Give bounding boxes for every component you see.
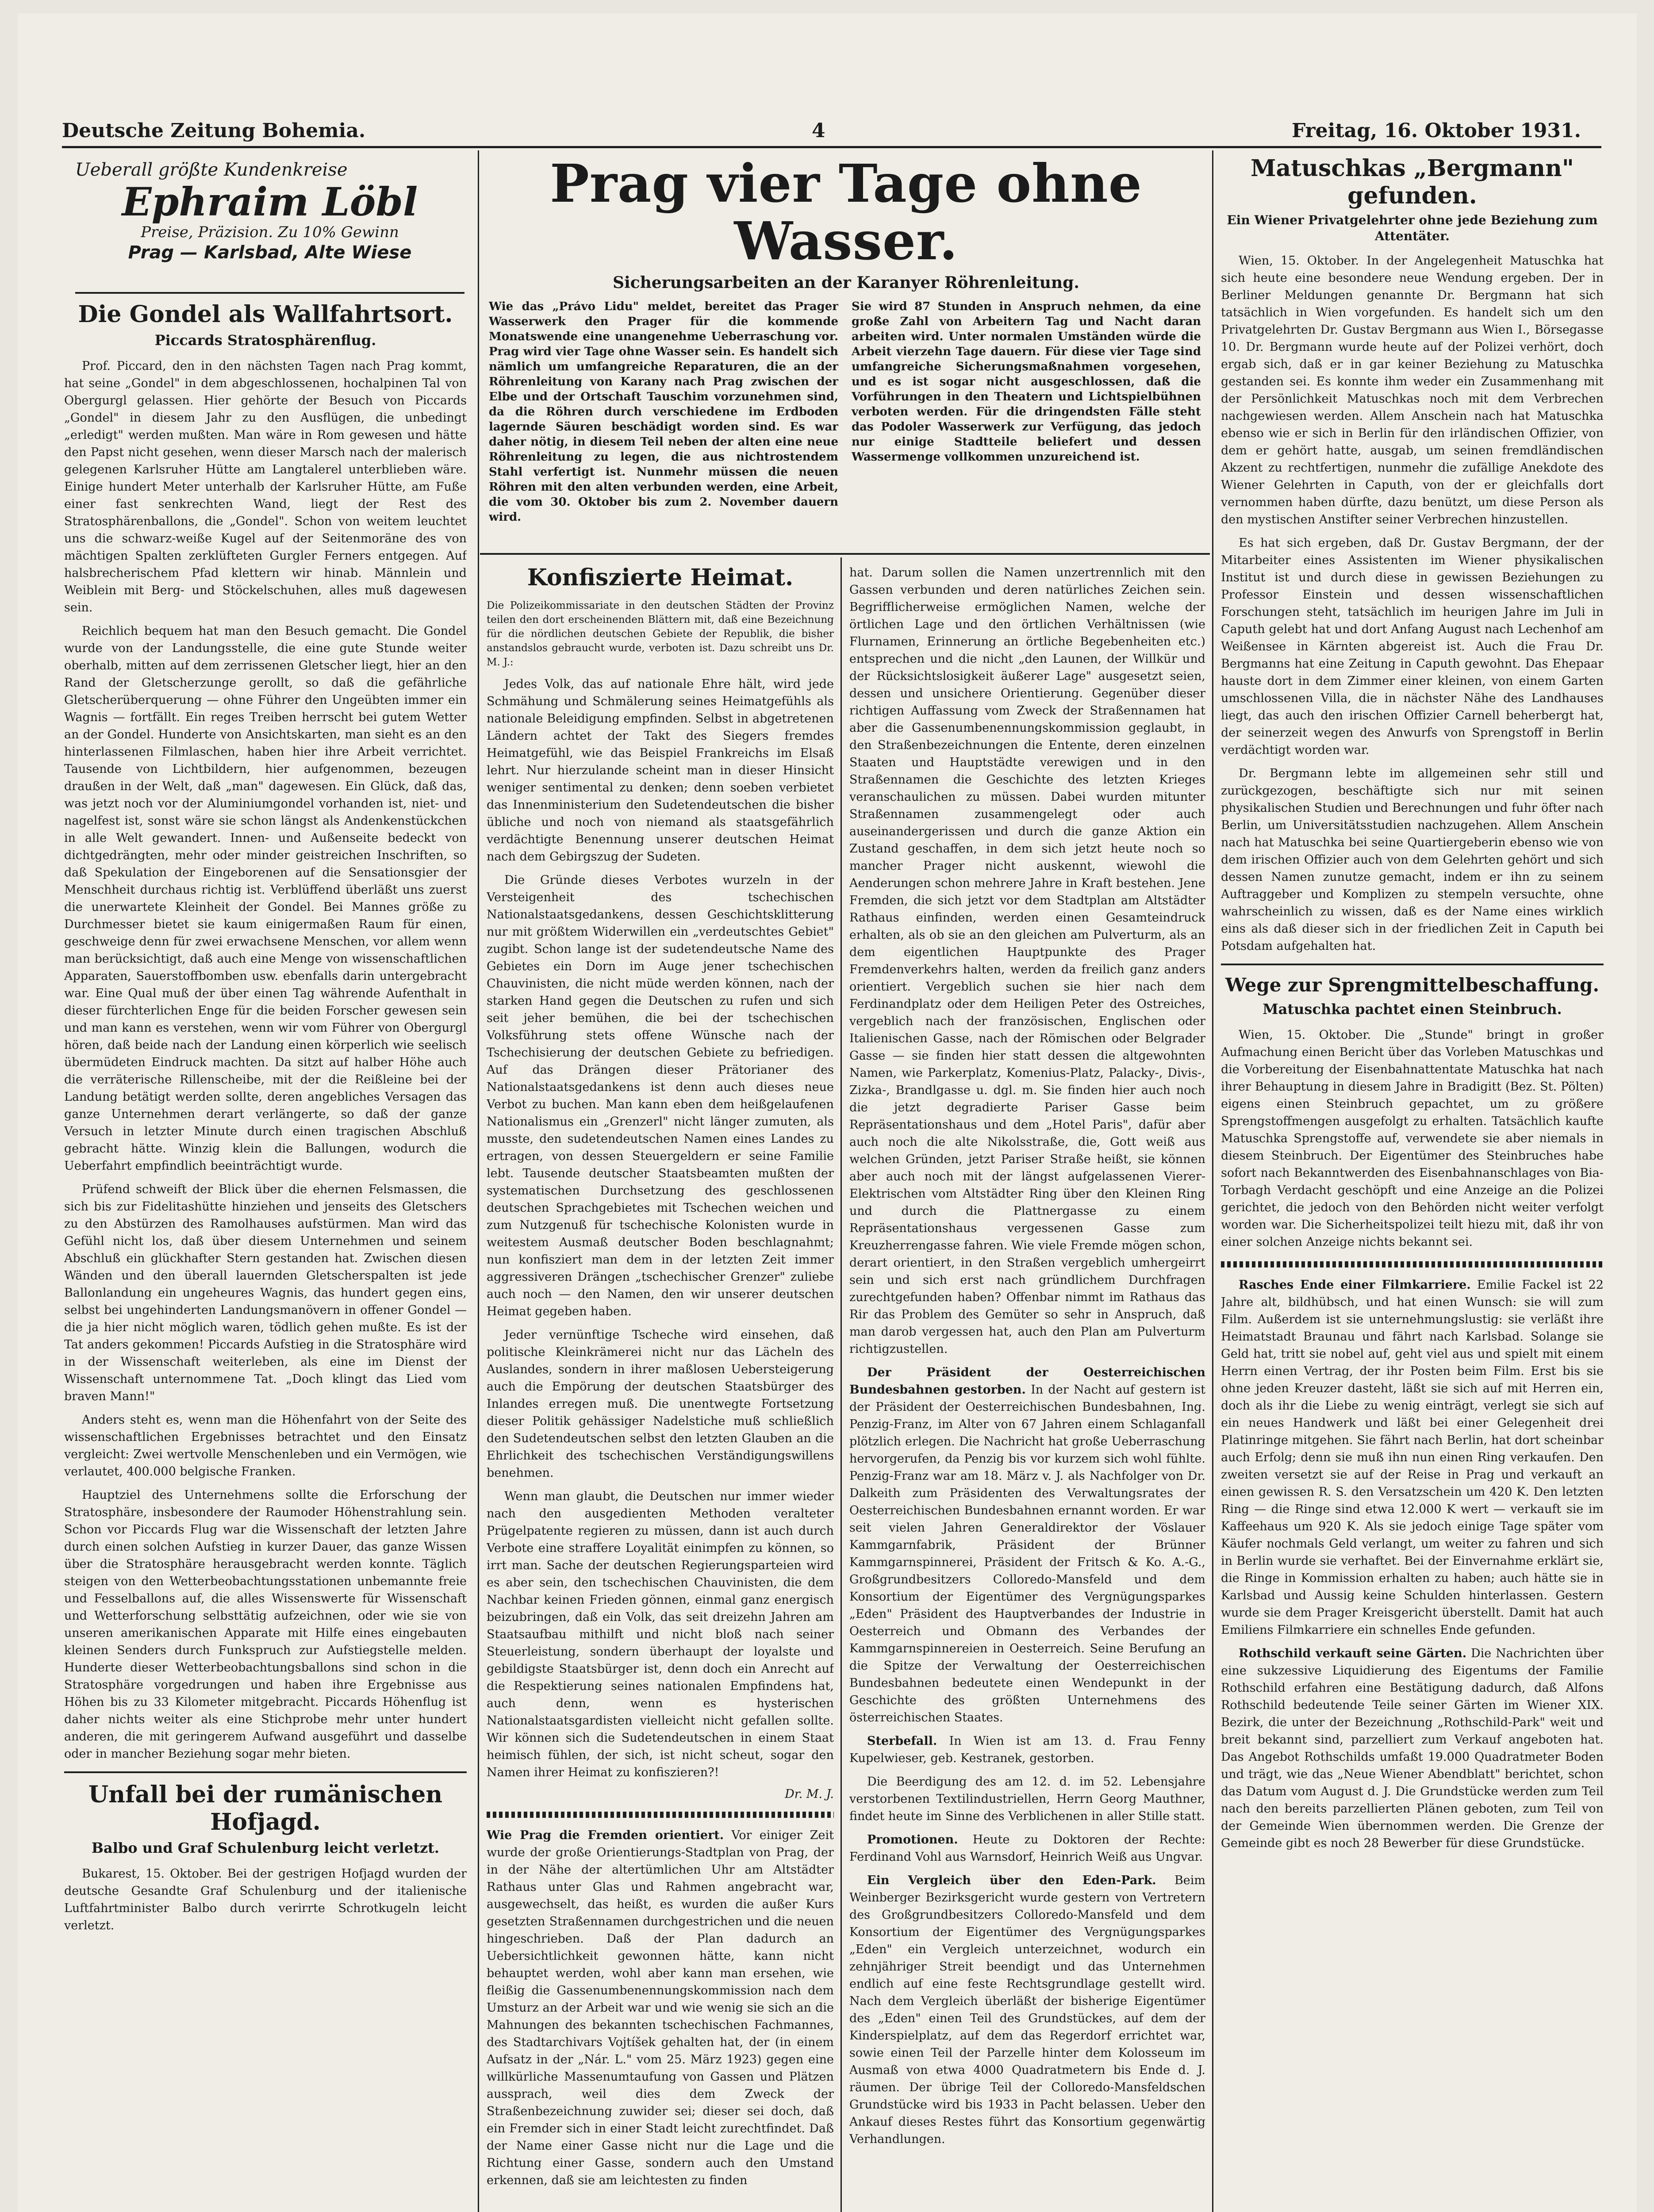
lead-headline: Prag vier Tage ohne Wasser. xyxy=(550,155,1142,272)
article-title-gondel: Die Gondel als Wallfahrtsort. xyxy=(78,301,453,328)
paragraph xyxy=(849,1732,1205,1767)
header-paper-name: Deutsche Zeitung Bohemia. xyxy=(62,119,366,142)
divider xyxy=(64,1771,467,1773)
article-subtitle-bergmann: Ein Wiener Privatgelehrter ohne jede Beziehung zum Attentäter. xyxy=(1227,213,1598,243)
item-text: In Wien ist am 13. d. Frau Fenny Kupelwieser, geb. Kestranek, gestorben. xyxy=(849,1734,1205,1765)
paragraph: Wenn man glaubt, die Deutschen nur immer wieder nach den ausgedienten Methoden veralteter Prügelpatente regieren zu müssen, dann ist auch durch Verbote eine straffere Loyalität einimpfen zu können, so irrt man. Sache der deutschen Regierungsparteien wird es aber sein, den tschechischen Chauvinisten, die dem Nachbar keinen Frieden gönnen, einmal ganz energisch beizubringen, daß ein Volk, das seit dreizehn Jahren am Staatsaufbau mithilft und nicht bloß nach seiner Steuerleistung, sondern überhaupt der loyalste und gebildigste Staatsbürger ist, denn doch ein Anrecht auf die Respektierung seines nationalen Empfindens hat, auch denn, wenn es hysterischen Nationalstaatsgardisten vielleicht nicht gefallen sollte. Wir können sich die Sudetendeutschen in einem Staat heimisch fühlen, der sich, ist nicht scheut, sogar den Namen ihrer Heimat zu konfiszieren?! xyxy=(487,1490,834,1779)
advertisement xyxy=(75,159,464,294)
paragraph: Jedes Volk, das auf nationale Ehre hält, wird jede Schmähung und Schmälerung seines Heimatgefühls als nationale Beleidigung empfinden. Selbst in abgetretenen Ländern achtet der Takt des Siegers fremdes Heimatgefühl, wie das Beispiel Frankreichs im Elsaß lehrt. Nur hierzulande scheint man in dieser Hinsicht weniger sentimental zu denken; denn soeben verbietet das Innenministerium den Sudetendeutschen die bisher übliche und noch von niemand als staatsgefährlich verdächtigte Benennung unserer deutschen Heimat nach dem Gebirgszug der Sudeten. xyxy=(487,677,834,864)
newspaper-page xyxy=(18,13,1637,2212)
article-title-sprengmittel: Wege zur Sprengmittelbeschaffung. xyxy=(1225,974,1600,996)
paragraph: Jeder vernünftige Tscheche wird einsehen, daß politische Kleinkrämerei nicht nur das Lächeln des Auslandes, sondern in ihrer maßlosen Uebersteigerung auch die Empörung der deutschen Staatsbürger des Inlandes erregen muß. Die unentwegte Fortsetzung dieser Politik gehässiger Nadelstiche muß schließlich den Sudetendeutschen selbst den letzten Glauben an die Ehrlichkeit des tschechischen Verständigungswillens benehmen. xyxy=(487,1328,834,1480)
column-rule-3 xyxy=(1212,150,1213,2212)
paragraph xyxy=(849,1364,1205,1726)
paragraph: Reichlich bequem hat man den Besuch gemacht. Die Gondel wurde von der Landungsstelle, die eine gute Stunde weiter oberhalb, mitten auf dem zerrissenen Gletscher liegt, hier an den Rand der Gletscherzunge gerollt, so daß die gefährliche Gletscherüberquerung — ohne Führer den Ungeübten immer ein Wagnis — fortfällt. Ein reges Treiben herrscht bei gutem Wetter an der Gondel. Hunderte von Ansichtskarten, man sieht es an den hinterlassenen Filmlaschen, haben hier ihre Arbeit verrichtet. Tausende von Lichtbildern, hier aufgenommen, bezeugen draußen in der Welt, daß „man" dagewesen. Ein Glück, daß das, was jetzt noch vor der Aluminiumgondel vorhanden ist, niet- und nagelfest ist, sonst wäre sie schon längst als Andenkenstückchen in alle Welt gewandert. Innen- und Außenseite bedeckt von dichtgedrängten, mehr oder minder geistreichen Inschriften, so daß Spekulation der Eingeborenen auf die Sensationsgier der Menschheit durchaus richtig ist. Verblüffend überläßt uns zuerst die unerwartete Kleinheit der Gondel. Bei Mannes größe zu Durchmesser bietet sie kaum einigermaßen Raum für einen, geschweige denn für zwei erwachsene Menschen, vor allem wenn man berücksichtigt, daß auch eine Menge von wissenschaftlichen Apparaten, Sauerstoffbomben usw. ebenfalls darin untergebracht war. Eine Qual muß der über einen Tag währende Aufenthalt in dieser fürchterlichen Enge für die beiden Forscher gewesen sein und man kann es verstehen, wenn wir vom Führer von Obergurgl hören, daß beide nach der Landung einen körperlich wie seelisch übermüdeten Eindruck machten. Da sitzt auf halber Höhe auch die verräterische Rillenscheibe, mit der die Reißleine bei der Landung betätigt werden sollte, deren angebliches Versagen das ganze Unternehmen derart verlängerte, so daß der ganze Versuch in letzter Minute durch einen tragischen Abschluß gebracht hätte. Winzig klein die Ballungen, wodurch die Ueberfahrt empfindlich beeinträchtigt wurde. xyxy=(64,624,467,1173)
article-title-heimat: Konfiszierte Heimat. xyxy=(527,564,794,591)
paragraph: Die Beerdigung des am 12. d. im 52. Lebensjahre verstorbenen Textilindustriellen, Herrn Georg Mauthner, findet heute im Sinne des Verblichenen in aller Stille statt. xyxy=(849,1775,1205,1823)
wavy-divider xyxy=(487,1812,834,1818)
paragraph: Die Gründe dieses Verbotes wurzeln in der Versteigenheit des tschechischen Nationalstaatsgedankens, dessen Geschichtsklitterung nur mit größtem Widerwillen ein „verdeutschtes Gebiet" zugibt. Schon lange ist der sudetendeutsche Name des Gebietes ein Dorn im Auge jener tschechischen Chauvinisten, die nicht müde werden können, nach der starken Hand gegen die Deutschen zu rufen und sich seit jeher bemühen, die bei der tschechischen Volksführung stets offene Wünsche nach der Tschechisierung der deutschen Gebiete zu befriedigen. Auf das Drängen dieser Prätorianer des Nationalstaatsgedankens ist denn auch dieses neue Verbot zu buchen. Man kann eben dem heißgelaufenen Nationalismus ein „Grenzerl" nicht länger zumuten, als musste, den sudetendeutschen Namen eines Landes zu ertragen, von dessen Steuergeldern er seine Familie lebt. Tausende deutscher Staatsbeamten mußten der systematischen Durchsetzung des geschlossenen deutschen Sprachgebietes mit Tschechen weichen und zum Nutzgenuß für tschechische Kolonisten wurde in weitestem Ausmaß deutscher Boden beschlagnahmt; nun konfisziert man dem in der letzten Zeit immer aggressiveren Drängen „tschechischer Grenzer" zuliebe auch noch — den Namen, den wir unserer deutschen Heimat gegeben haben. xyxy=(487,873,834,1318)
paragraph: Prüfend schweift der Blick über die ehernen Felsmassen, die sich bis zur Fidelitashütte hinziehen und jenseits des Gletschers zu den Abstürzen des Ramolhauses aufstürmen. Man wird das Gefühl nicht los, daß über diesem Unternehmen und seinem Abschluß ein glückhafter Stern gestanden hat. Zwischen diesen Wänden und den überall lauernden Gletscherspalten ist jede Ballonlandung ein ungeheures Wagnis, das hundert gegen eins, selbst bei ungehinderten Landungsmanövern in offener Gondel — die ja hier nicht möglich waren, tödlich gehen mußte. Es ist der Tat anders gekommen! Piccards Aufstieg in die Stratosphäre wird in der Wissenschaft weiterleben, als eine im Dienst der Wissenschaft unternommene Tat. „Doch klingt das Lied vom braven Mann!" xyxy=(64,1183,467,1403)
column-rule-1 xyxy=(478,150,479,2212)
item-text: Emilie Fackel ist 22 Jahre alt, bildhübsch, und hat einen Wunsch: sie will zum Film. Außerdem ist sie unternehmungslustig: sie verläßt ihre Heimatstadt Braunau und fährt nach Karlsbad. Solange sie Geld hat, tritt sie nobel auf, geht viel aus und spielt mit einem Herrn einen Vertrag, der ihr Posten beim Film. Erst bis sie ohne jeden Kreuzer dasteht, läßt sie sich auf mit Herren ein, doch als ihr die Liebe zu wenig einträgt, verlegt sie sich auf ein neues Handwerk und läßt bei einer Gelegenheit drei Platinringe mitgehen. Sie fährt nach Berlin, hat dort scheinbar auch Erfolg; denn sie muß ihn nun einen Ring verkaufen. Den zweiten versetzt sie auf der Reise in Prag und verkauft an einen gewissen R. S. den Versatzschein um 420 K. Den letzten Ring — die Ringe sind etwa 12.000 K wert — verkauft sie im Kaffeehaus um 920 K. Als sie jedoch einige Tage später vom Käufer nochmals Geld verlangt, um weiter zu fahren und sich in Berlin wurde sie verhaftet. Bei der Einvernahme erklärt sie, die Ringe in Kommission erhalten zu haben; auch hätte sie in Karlsbad und Aussig keine Schulden hinterlassen. Gestern wurde sie dem Prager Kreisgericht überstellt. Damit hat auch Emiliens Filmkarriere ein schnelles Ende gefunden. xyxy=(1221,1278,1604,1637)
item-title: Sterbefall. xyxy=(867,1734,937,1748)
ad-logo: Ephraim Löbl xyxy=(122,179,418,225)
ad-cities: Prag — Karlsbad, Alte Wiese xyxy=(128,242,412,263)
column-4 xyxy=(1221,155,1604,2212)
ad-tagline: Preise, Präzision. Zu 10% Gewinn xyxy=(141,223,399,241)
item-title: Wie Prag die Fremden orientiert. xyxy=(487,1828,724,1842)
lead-article xyxy=(489,155,1203,549)
paragraph xyxy=(487,1827,834,2189)
paragraph: Es hat sich ergeben, daß Dr. Gustav Bergmann, der der Mitarbeiter eines Assistenten im Wiener physikalischen Institut ist und durch diese in gewissen Beziehungen zu Professor Einstein und dessen wissenschaftlichen Forschungen steht, tatsächlich im heurigen Jahre im Juli in Caputh gelebt hat und dort Anfang August nach Lechenhof am Weißensee in Kärnten abgereist ist. Auch die Frau Dr. Bergmanns hat eine Zeitung in Caputh gewohnt. Das Ehepaar hauste dort in dem Zimmer einer kleinen, von einem Garten umschlossenen Villa, die in nächster Nähe des Landhauses liegt, das auch den irischen Offizier Carnell beherbergt hat, der seinerzeit wegen des Anwurfs von Sprengstoff in Berlin verdächtigt worden war. xyxy=(1221,536,1604,757)
article-subtitle-sprengmittel: Matuschka pachtet einen Steinbruch. xyxy=(1263,1001,1562,1018)
lead-text-right: Sie wird 87 Stunden in Anspruch nehmen, da eine große Zahl von Arbeitern Tag und Nacht daran arbeiten wird. Unter normalen Umständen würde die Arbeit vierzehn Tage dauern. Für diese vier Tage sind umfangreiche Sicherungsmaßnahmen vorgesehen, und es ist sogar nicht ausgeschlossen, daß die Vorführungen in den Theatern und Lichtspielbühnen verboten werden. Für die dringendsten Fälle steht das Podoler Wasserwerk zur Verfügung, das jedoch nur einige Stadtteile beliefert und dessen Wassermenge vollkommen unzureichend ist. xyxy=(852,300,1201,464)
column-3 xyxy=(849,564,1205,2212)
paragraph: Wien, 15. Oktober. Die „Stunde" bringt in großer Aufmachung einen Bericht über das Vorleben Matuschkas und die Vorbereitung der Eisenbahnattentate Matuschka hat nach ihrer Behauptung in diesem Jahre in Bradigitt (Bez. St. Pölten) eigens einen Steinbruch gepachtet, um zu größere Sprengstoffmengen ausgefolgt zu erhalten. Tatsächlich kaufte Matuschka Sprengstoffe auf, verwendete sie aber niemals in diesem Steinbruch. Der Eigentümer des Steinbruches habe sofort nach Bekanntwerden des Eisenbahnanschlages von Bia-Torbagh Verdacht geschöpft und eine Anzeige an die Polizei gerichtet, die jedoch von den Behörden nicht weiter verfolgt worden war. Die Sicherheitspolizei teilt hiezu mit, daß ihr von einer solchen Anzeige nichts bekannt sei. xyxy=(1221,1028,1604,1249)
header-page-number: 4 xyxy=(812,119,825,142)
paragraph: Dr. Bergmann lebte im allgemeinen sehr still und zurückgezogen, beschäftigte sich nur mit seinen physikalischen Studien und Berechnungen und fuhr öfter nach Berlin, um Universitätsstudien nachzugehen. Allem Anschein nach hat Matuschka bei seine Quartiergeberin ebenso wie von dem irischen Offizier auch von dem Gelehrten gehört und sich dessen Namen zunutze gemacht, indem er ihn zu seinem Auftraggeber und Komplizen zu stempeln versuchte, ohne wahrscheinlich zu wissen, daß es der Name eines wirklich eins als daß dieser sich in der friedlichen Zeit in Caputh bei Potsdam aufgehalten hat. xyxy=(1221,767,1604,953)
item-title: Rothschild verkauft seine Gärten. xyxy=(1239,1647,1467,1660)
paragraph: Hauptziel des Unternehmens sollte die Erforschung der Stratosphäre, insbesondere der Raumoder Höhenstrahlung sein. Schon vor Piccards Flug war die Wissenschaft der letzten Jahre durch einen solchen Aufstieg in kurzer Dauer, das ganze Wissen über die Stratosphäre herausgebracht werden konnte. Täglich steigen von den Wetterbeobachtungsstationen unbemannte freie und Fesselballons auf, die alles Wissenswerte für Wissenschaft und Wetterforschung selbsttätig aufzeichnen, oder wie sie von unseren amerikanischen Apparate mit Hilfe eines eingebauten kleinen Senders durch Funkspruch zur Aufstiegstelle melden. Hunderte dieser Wetterbeobachtungsballons sind schon in die Stratosphäre vorgedrungen und haben ihre Ergebnisse aus Höhen bis zu 33 Kilometer mitgebracht. Piccards Höhenflug ist daher nichts weiter als eine Stichprobe mehr unter hundert anderen, die mit geringerem Aufwand ausgeführt und dasselbe oder in mancher Beziehung sogar mehr bieten. xyxy=(64,1488,467,1761)
top-article-rule xyxy=(480,553,1210,555)
paragraph: hat. Darum sollen die Namen unzertrennlich mit den Gassen verbunden und deren natürliches Zeichen sein. Begrifflicherweise ermöglichen Namen, welche der örtlichen Lage und den örtlichen Verhältnissen (wie Flurnamen, Erinnerung an örtliche Begebenheiten etc.) entsprechen und die nicht „den Launen, der Willkür und der Rücksichtslosigkeit äußerer Lage" ausgesetzt seien, dessen und unsichere Orientierung. Gegenüber dieser richtigen Auffassung vom Zweck der Straßennamen hat aber die Gassenumbenennungskommission geglaubt, in den Straßenbezeichnungen die Entente, deren einzelnen Staaten und Hauptstädte verewigen und in den Straßennamen die Geschichte des letzten Krieges veranschaulichen zu müssen. Dabei wurden mitunter Straßennamen zusammengelegt oder auch auseinandergerissen und durch die ganze Aktion ein Zustand geschaffen, in dem sich jetzt heute noch so mancher Prager nicht auskennt, wiewohl die Aenderungen schon mehrere Jahre in Kraft bestehen. Jene Fremden, die sich jetzt vor dem Stadtplan am Altstädter Rathaus einfinden, werden einen Gesamteindruck erhalten, als ob sie an den gleichen am Pulverturm, als an dem eigentlichen Hauptpunkte des Prager Fremdenverkehrs halten, werden da freilich ganz anders orientiert. Vergeblich suchen sie hier nach dem Ferdinandplatz oder dem Heiligen Peter des Ostreiches, vergeblich nach der französischen, Englischen oder Italienischen Gasse, nach der Römischen oder Belgrader Gasse — sie finden hier statt dessen die altgewohnten Namen, wie Parkerplatz, Komenius-Platz, Palacky-, Divis-, Zizka-, Brandlgasse u. dgl. m. Sie finden hier auch noch die jetzt degradierte Pariser Gasse beim Repräsentationshaus und dem „Hotel Paris", dafür aber auch noch die alte Nikolsstraße, die, Gott weiß aus welchen Gründen, jetzt Pariser Straße heißt, sie können aber auch noch mit der längst aufgelassenen Vierer-Elektrischen vom Altstädter Ring über den Kleinen Ring und durch die Plattnergasse zu einem Repräsentationshaus vergessenen Gasse zum Kreuzherrengasse fahren. Wie viele Fremde mögen schon, derart orientiert, in den Straßen vergeblich umhergeirrt sein und sich erst nach gründlichem Durchfragen zurechtgefunden haben? Offenbar nimmt im Rathaus das Rir das Problem des Gemüter so sehr in Anspruch, daß man darob vergessen hat, auch den Plan am Pulverturm richtigzustellen. xyxy=(849,566,1205,1356)
ad-slogan: Ueberall größte Kundenkreise xyxy=(75,160,348,180)
item-text: Beim Weinberger Bezirksgericht wurde gestern von Vertretern des Großgrundbesitzers Colloredo-Mansfeld und dem Konsortium der Eigentümer des Vergnügungsparkes „Eden" ein Vergleich unterzeichnet, wodurch ein zehnjähriger Streit beendigt und das Unternehmen endlich auf eine feste Rechtsgrundlage gestellt wird. Nach dem Vergleich überläßt der bisherige Eigentümer des „Eden" einen Teil des Grundstückes, auf dem der Kinderspielplatz, auf dem das Regerdorf errichtet war, sowie einen Teil der Parzelle hinter dem Kolosseum im Ausmaß von etwa 4000 Quadratmetern bis Ende d. J. räumen. Der übrige Teil der Colloredo-Mansfeldschen Grundstücke wird bis 1933 in Pacht belassen. Ueber den Ankauf dieses Restes führt das Konsortium gegenwärtig Verhandlungen. xyxy=(849,1874,1205,2146)
header-date: Freitag, 16. Oktober 1931. xyxy=(1292,119,1581,142)
paragraph: Wien, 15. Oktober. In der Angelegenheit Matuschka hat sich heute eine besondere neue Wendung ergeben. Der in Berliner Meldungen genannte Dr. Bergmann hat sich tatsächlich in Wien vorgefunden. Es handelt sich um den Privatgelehrten Dr. Gustav Bergmann aus Wien I., Börsegasse 10. Dr. Bergmann wurde heute auf der Polizei verhört, doch ergab sich, daß er in gar keiner Beziehung zu Matuschka gestanden sei. Es konnte ihm weder ein Zusammenhang mit der Persönlichkeit Matuschkas noch mit dem Verbrechen nachgewiesen werden. Allem Anschein nach hat Matuschka ebenso wie er sich in Berlin für den irländischen Offizier, von dem er gehört hatte, ausgab, um seinen fremdländischen Akzent zu rechtfertigen, nunmehr die zufällige Anekdote des Wiener Gelehrten in Caputh, von der er gleichfalls dort vernommen haben dürfte, dazu benützt, um diese Person als den mystischen Anstifter seiner Verbrechen hinzustellen. xyxy=(1221,254,1604,526)
item-title: Der Präsident der Oesterreichischen Bundesbahnen gestorben. xyxy=(849,1366,1205,1397)
item-title: Promotionen. xyxy=(867,1833,958,1847)
paragraph: Prof. Piccard, den in den nächsten Tagen nach Prag kommt, hat seine „Gondel" in dem abgeschlossenen, hochalpinen Tal von Obergurgl gelassen. Hier gehörte der Besuch von Piccards „Gondel" in diesem Jahr zu den Ausflügen, die unbedingt „erledigt" werden mußten. Man wäre in Rom gewesen und hätte den Papst nicht gesehen, wenn dieser Marsch nach der malerisch gelegenen Karlsruher Hütte am Langtalerel unterblieben wäre. Einige hundert Meter unterhalb der Karlsruher Hütte, am Fuße einer fast senkrechten Wand, liegt der Rest des Stratosphärenballons, die „Gondel". Schon von weitem leuchtet uns die schwarz-weiße Kugel auf der Seitenmoräne des von mächtigen Spalten zerklüfteten Gurgler Ferners entgegen. Auf halsbrecherischem Pfad klettern wir hinab. Männlein und Weiblein mit Berg- und Stöckelschuhen, alles muß dagewesen sein. xyxy=(64,359,467,614)
item-title: Rasches Ende einer Filmkarriere. xyxy=(1239,1278,1471,1292)
article-title-hofjagd: Unfall bei der rumänischen Hofjagd. xyxy=(88,1781,443,1836)
item-title: Ein Vergleich über den Eden-Park. xyxy=(867,1874,1156,1887)
item-text: Vor einiger Zeit wurde der große Orientierungs-Stadtplan von Prag, der in der Nähe der altertümlichen Uhr am Altstädter Rathaus unter Glas und Rahmen angebracht war, ausgewechselt, das heißt, es wurden die außer Kurs gesetzten Straßennamen durchgestrichen und die neuen hingeschrieben. Daß der Plan dadurch an Uebersichtlichkeit gewonnen hätte, kann nicht behauptet werden, wohl aber kann man ersehen, wie fleißig die Gassenumbenennungskommission nach dem Umsturz an der Arbeit war und wie wenig sie sich an die Mahnungen des bekannten tschechischen Fachmannes, des Stadtarchivars Vojtíšek gehalten hat, der (in einem Aufsatz in der „Nár. L." vom 25. März 1923) gegen eine willkürliche Massenumtaufung von Gassen und Plätzen aussprach, weil dies dem Zweck der Straßenbezeichnung zuwider sei; dieser sei doch, daß ein Fremder sich in einer Stadt leicht zurechtfindet. Daß der Name einer Gasse nicht nur die Lage und die Richtung einer Gasse, sondern auch den Umstand erkennen, daß sie am leichtesten zu finden xyxy=(487,1828,834,2187)
author-signature: Dr. M. J. xyxy=(785,1787,834,1801)
paragraph xyxy=(849,1872,1205,2148)
article-title-bergmann: Matuschkas „Bergmann" gefunden. xyxy=(1250,155,1574,209)
column-1 xyxy=(64,301,467,2212)
paragraph xyxy=(1221,1276,1604,1639)
article-subtitle-hofjagd: Balbo und Graf Schulenburg leicht verletzt. xyxy=(91,1839,440,1856)
item-text: In der Nacht auf gestern ist der Präsident der Oesterreichischen Bundesbahnen, Ing. Penzig-Franz, im Alter von 67 Jahren einem Schlaganfall plötzlich erlegen. Die Nachricht hat große Ueberraschung hervorgerufen, da Penzig bis vor kurzem sich wohl fühlte. Penzig-Franz war am 18. März v. J. als Nachfolger von Dr. Dalkeith zum Präsidenten des Verwaltungsrates der Oesterreichischen Bundesbahnen ernannt worden. Er war seit vielen Jahren Generaldirektor der Vöslauer Kammgarnfabrik, Präsident der Brünner Kammgarnspinnerei, Präsident der Fritsch & Ko. A.-G., Großgrundbesitzers Colloredo-Mansfeld und dem Konsortium der Eigentümer des Vergnügungsparkes „Eden" Präsident des Hauptverbandes der Industrie in Oesterreich und Obmann des Verbandes der Kammgarnspinnereien in Oesterreich. Seine Berufung an die Spitze der Verwaltung der Oesterreichischen Bundesbahnen bedeutete einen Wendepunkt in der Geschichte des größten Unternehmens des österreichischen Staates. xyxy=(849,1383,1205,1724)
article-intro-heimat: Die Polizeikommissariate in den deutschen Städten der Provinz teilen den dort erscheinenden Blättern mit, daß eine Bezeichnung für die nördlichen deutschen Gebiete der Republik, die bisher anstandslos gebraucht wurde, verboten ist. Dazu schreibt uns Dr. M. J.: xyxy=(487,600,834,668)
paragraph xyxy=(849,1831,1205,1866)
paragraph xyxy=(1221,1645,1604,1852)
lead-text-left: Wie das „Právo Lidu" meldet, bereitet das Prager Wasserwerk den Prager für die kommende Monatswende eine unangenehme Ueberraschung vor. Prag wird vier Tage ohne Wasser sein. Es handelt sich nämlich um umfangreiche Reparaturen, die an der Röhrenleitung von Karany nach Prag zwischen der Elbe und der Ortschaft Tauschim vorzunehmen sind, da die Röhren durch verschiedene im Erdboden lagernde Säuren beschädigt worden sind. Es war daher nötig, in diesem Teil neben der alten eine neue Röhrenleitung zu legen, die aus nichtrostendem Stahl verfertigt ist. Nunmehr müssen die neuen Röhren mit den alten verbunden werden, eine Arbeit, die vom 30. Oktober bis zum 2. November dauern wird. xyxy=(489,300,838,524)
item-text: Heute zu Doktoren der Rechte: Ferdinand Vohl aus Warnsdorf, Heinrich Weiß aus Ungvar. xyxy=(849,1833,1205,1864)
wavy-divider xyxy=(1221,1261,1604,1267)
lead-subheadline: Sicherungsarbeiten an der Karanyer Röhrenleitung. xyxy=(613,273,1079,292)
column-rule-2 xyxy=(840,557,842,2212)
paragraph: Bukarest, 15. Oktober. Bei der gestrigen Hofjagd wurden der deutsche Gesandte Graf Schulenburg und der italienische Luftfahrtminister Balbo durch verirrte Schrotkugeln leicht verletzt. xyxy=(64,1867,467,1932)
column-2 xyxy=(487,564,834,2212)
header-rule xyxy=(62,146,1601,148)
item-text: Die Nachrichten über eine sukzessive Liquidierung des Eigentums der Familie Rothschild erfahren eine Bestätigung dadurch, daß Alfons Rothschild bedeutende Teile seiner Gärten im Wiener XIX. Bezirk, die unter der Bezeichnung „Rothschild-Park" weit und breit bekannt sind, parzelliert zum Verkauf angeboten hat. Das Angebot Rothschilds umfaßt 19.000 Quadratmeter Boden und trägt, wie das „Neue Wiener Abendblatt" berichtet, schon das Datum vom August d. J. Die Grundstücke werden zum Teil nach den bereits parzellierten Plänen geboten, zum Teil von der Gemeinde Wien übernommen werden. Die Grenze der Gemeinde gibt es noch 28 Bewerber für diese Grundstücke. xyxy=(1221,1647,1604,1850)
divider xyxy=(1221,964,1604,965)
paragraph: Anders steht es, wenn man die Höhenfahrt von der Seite des wissenschaftlichen Ergebnisses betrachtet und den Einsatz vergleicht: Zwei wertvolle Menschenleben und ein Vermögen, wie verlautet, 400.000 belgische Franken. xyxy=(64,1413,467,1479)
article-subtitle-gondel: Piccards Stratosphärenflug. xyxy=(154,332,376,349)
